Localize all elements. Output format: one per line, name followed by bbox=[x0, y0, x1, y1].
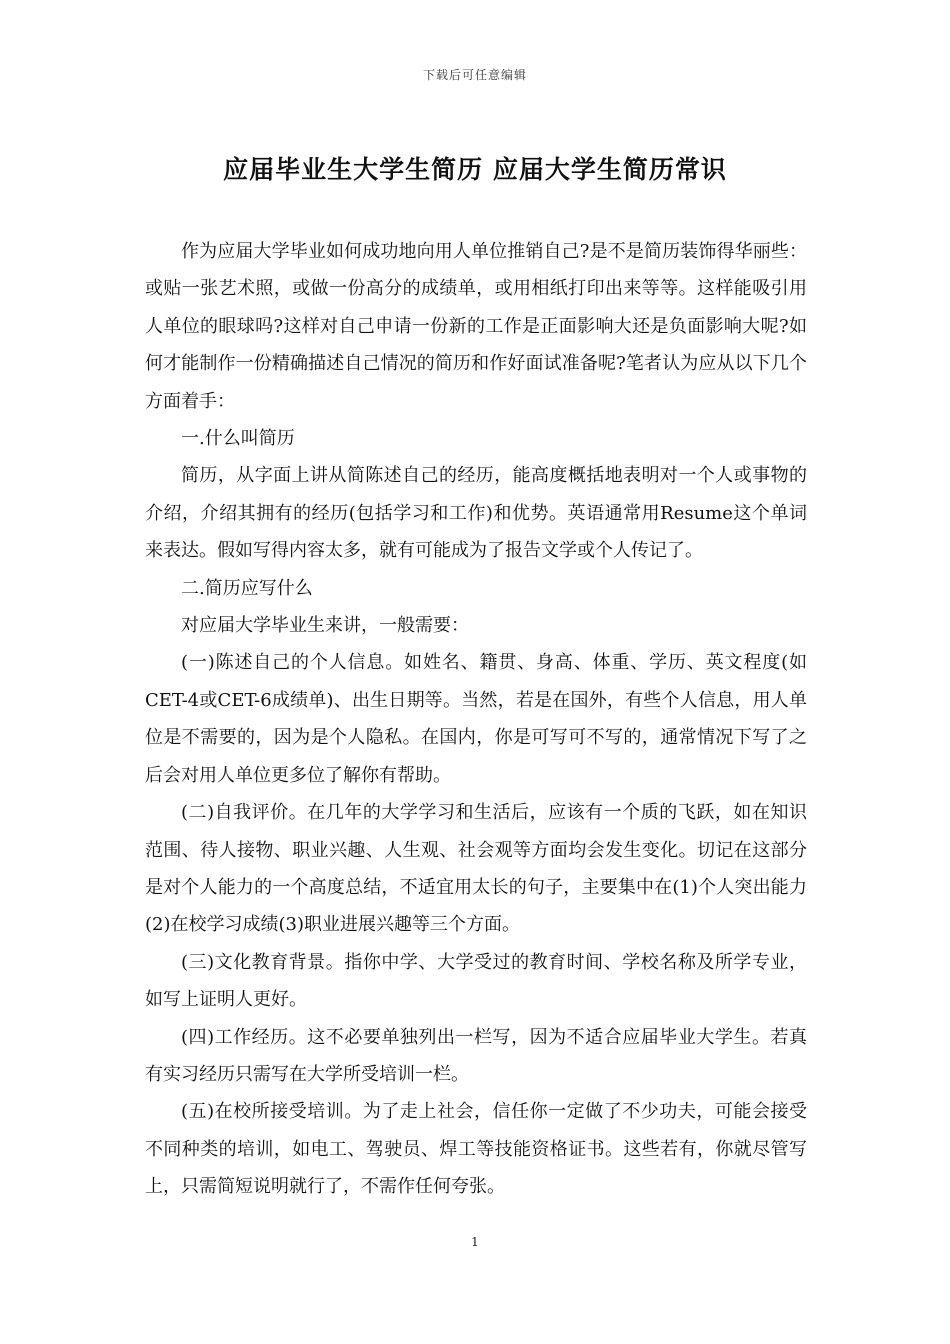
education-background-paragraph: (三)文化教育背景。指你中学、大学受过的教育时间、学校名称及所学专业，如写上证明人更好。 bbox=[145, 951, 807, 1011]
graduates-need-paragraph: 对应届大学毕业生来讲，一般需要： bbox=[181, 615, 469, 637]
personal-info-paragraph: (一)陈述自己的个人信息。如姓名、籍贯、身高、体重、学历、英文程度(如CET-4或CET-6成绩单)、出生日期等。当然，若是在国外，有些个人信息，用人单位是不需要的，因为是个人隐私。在国内，你是可写可不写的，通常情况下写了之后会对用人单位更多位了解你有帮助。 bbox=[145, 652, 807, 786]
document-body bbox=[145, 233, 807, 1206]
page-title: 应届毕业生大学生简历 应届大学生简历常识 bbox=[223, 155, 727, 184]
section-heading-what-to-write: 二.简历应写什么 bbox=[181, 577, 313, 599]
resume-definition-paragraph: 简历，从字面上讲从简陈述自己的经历，能高度概括地表明对一个人或事物的介绍，介绍其拥有的经历(包括学习和工作)和优势。英语通常用Resume这个单词来表达。假如写得内容太多，就有可能成为了报告文学或个人传记了。 bbox=[145, 465, 807, 562]
section-heading-what-is-resume: 一.什么叫简历 bbox=[181, 428, 295, 450]
self-evaluation-paragraph: (二)自我评价。在几年的大学学习和生活后，应该有一个质的飞跃，如在知识范围、待人接物、职业兴趣、人生观、社会观等方面均会发生变化。切记在这部分是对个人能力的一个高度总结，不适宜用太长的句子，主要集中在(1)个人突出能力(2)在校学习成绩(3)职业进展兴趣等三个方面。 bbox=[145, 802, 807, 936]
page-number: 1 bbox=[471, 1235, 479, 1249]
training-paragraph: (五)在校所接受培训。为了走上社会，信任你一定做了不少功夫，可能会接受不同种类的培训，如电工、驾驶员、焊工等技能资格证书。这些若有，你就尽管写上，只需简短说明就行了，不需作任何夸张。 bbox=[145, 1101, 807, 1198]
intro-paragraph: 作为应届大学毕业如何成功地向用人单位推销自己?是不是简历装饰得华丽些：或贴一张艺术照，或做一份高分的成绩单，或用相纸打印出来等等。这样能吸引用人单位的眼球吗?这样对自己申请一份新的工作是正面影响大还是负面影响大呢?如何才能制作一份精确描述自己情况的简历和作好面试准备呢?笔者认为应从以下几个方面着手： bbox=[145, 241, 807, 412]
work-experience-paragraph: (四)工作经历。这不必要单独列出一栏写，因为不适合应届毕业大学生。若真有实习经历只需写在大学所受培训一栏。 bbox=[145, 1026, 807, 1085]
header-note: 下载后可任意编辑 bbox=[422, 68, 527, 82]
